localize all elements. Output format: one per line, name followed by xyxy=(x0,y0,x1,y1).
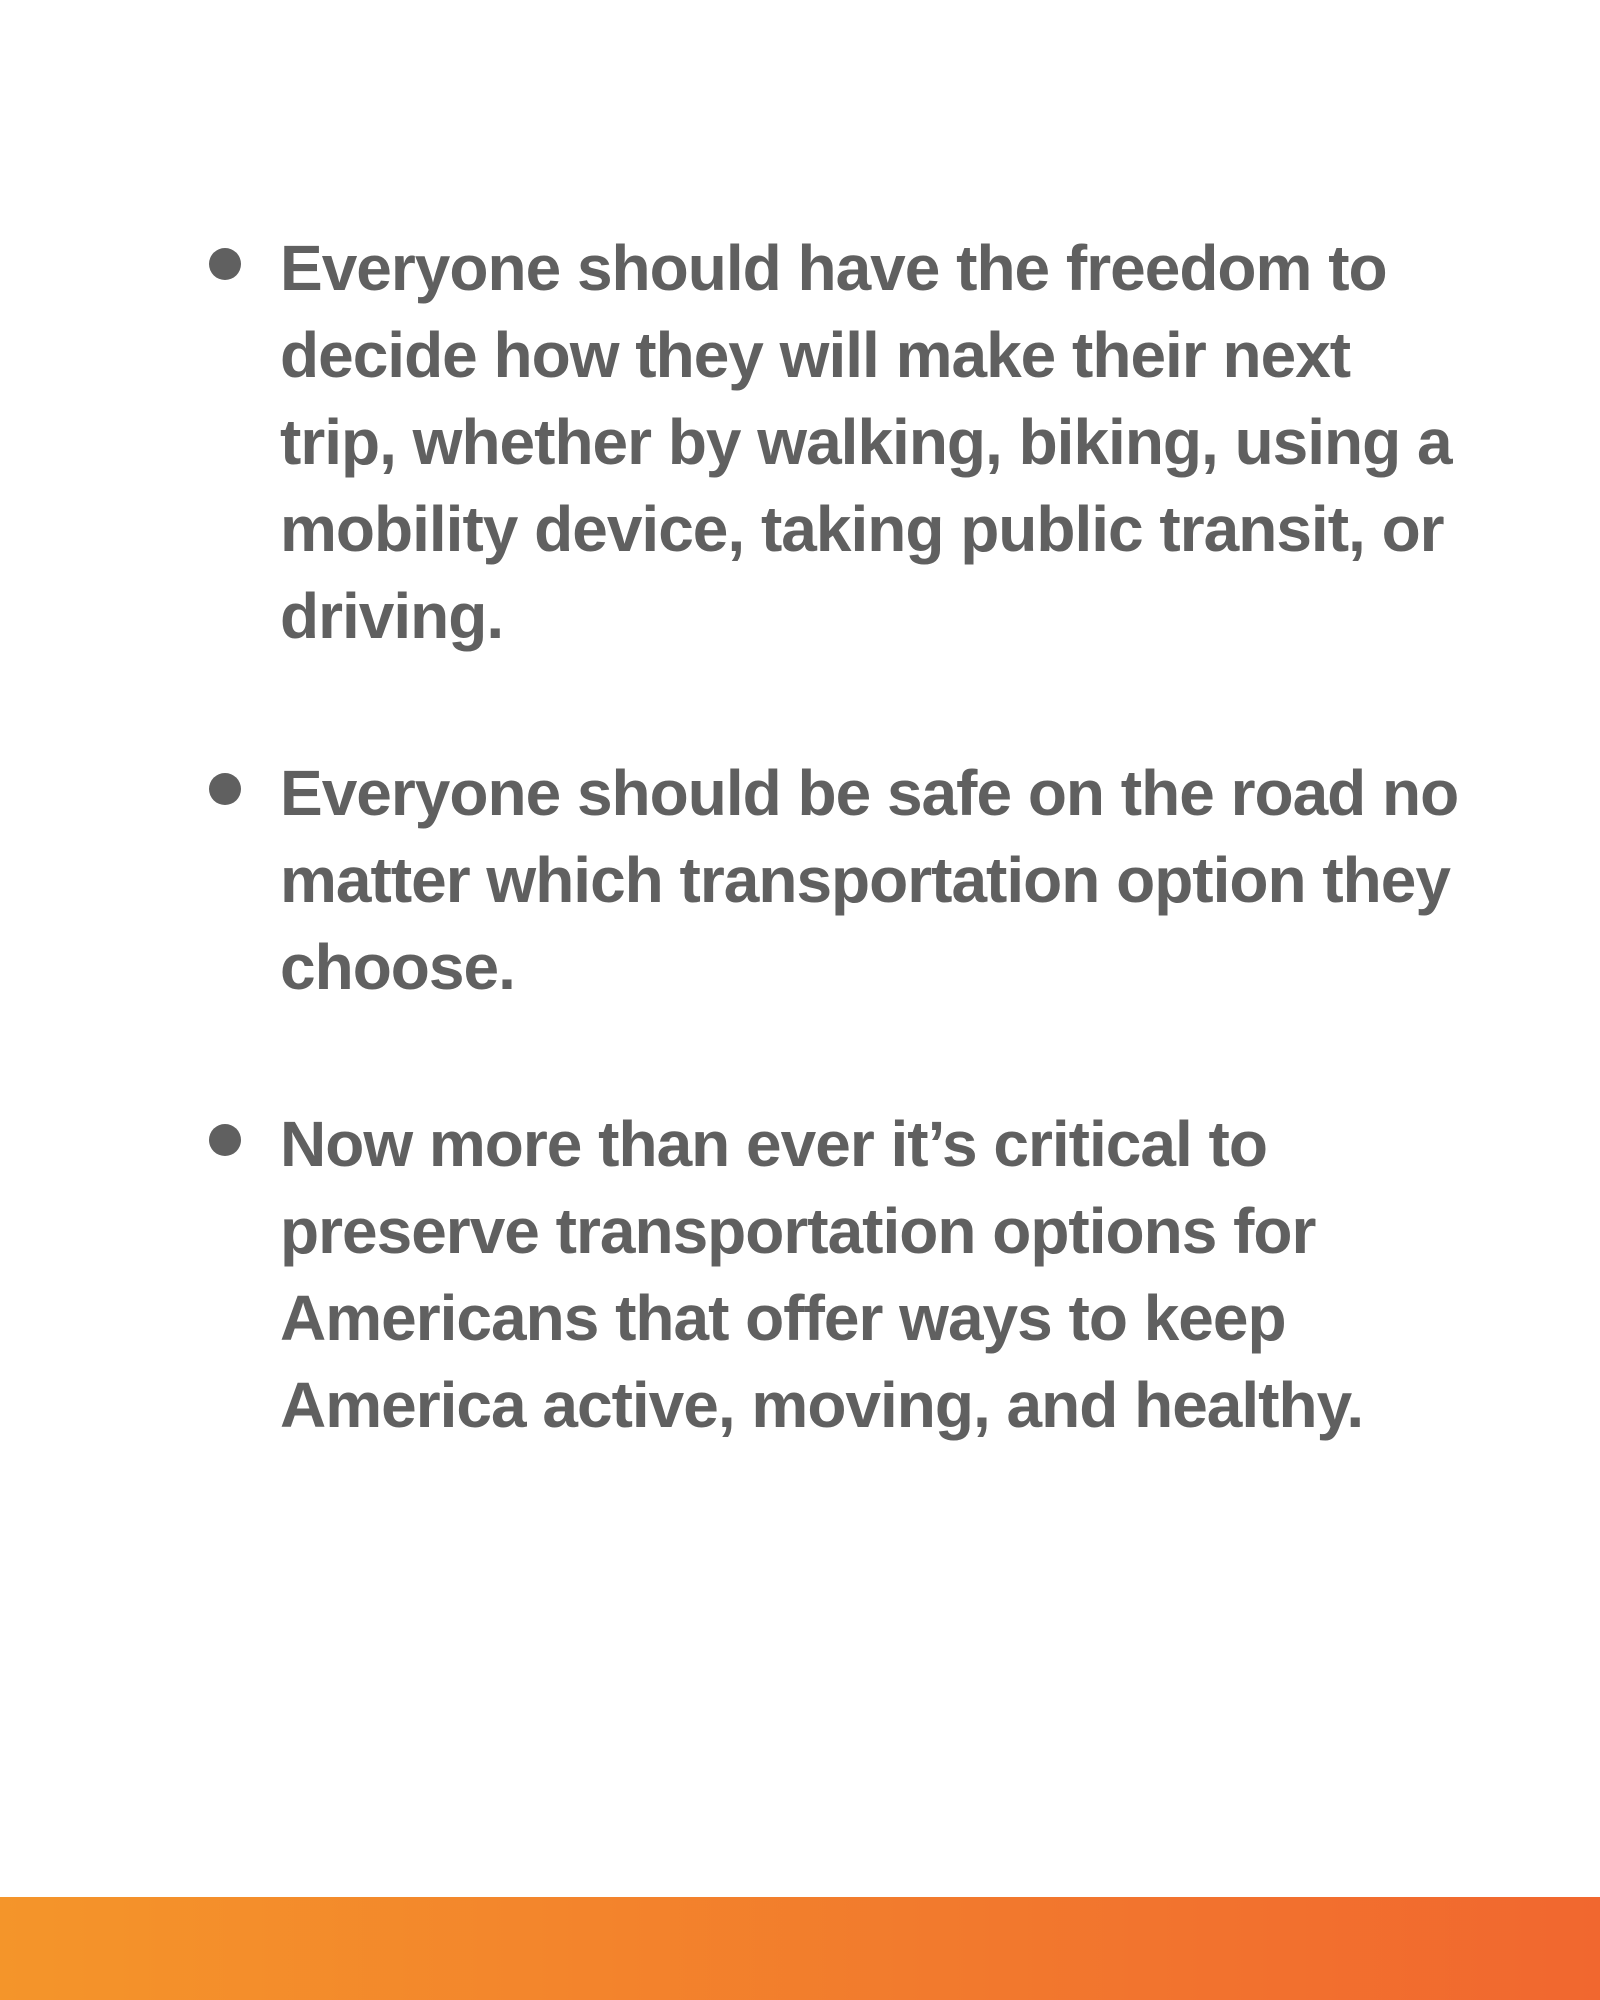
bullet-item-safety xyxy=(205,750,1465,1011)
bullet-item-preserve-options xyxy=(205,1101,1465,1449)
bullet-text: Now more than ever it’s critical to preserve transportation options for Americans that offer ways to keep America active, moving, and healthy. xyxy=(280,1108,1364,1441)
bullet-dot-icon xyxy=(209,1124,241,1156)
bullet-text: Everyone should have the freedom to decide how they will make their next trip, whether by walking, biking, using a mobility device, taking public transit, or driving. xyxy=(280,232,1452,652)
footer-gradient-bar xyxy=(0,1897,1600,2000)
bullet-dot-icon xyxy=(209,248,241,280)
bullet-list xyxy=(205,225,1465,1539)
bullet-dot-icon xyxy=(209,773,241,805)
bullet-text: Everyone should be safe on the road no matter which transportation option they choose. xyxy=(280,757,1459,1003)
bullet-item-freedom xyxy=(205,225,1465,660)
